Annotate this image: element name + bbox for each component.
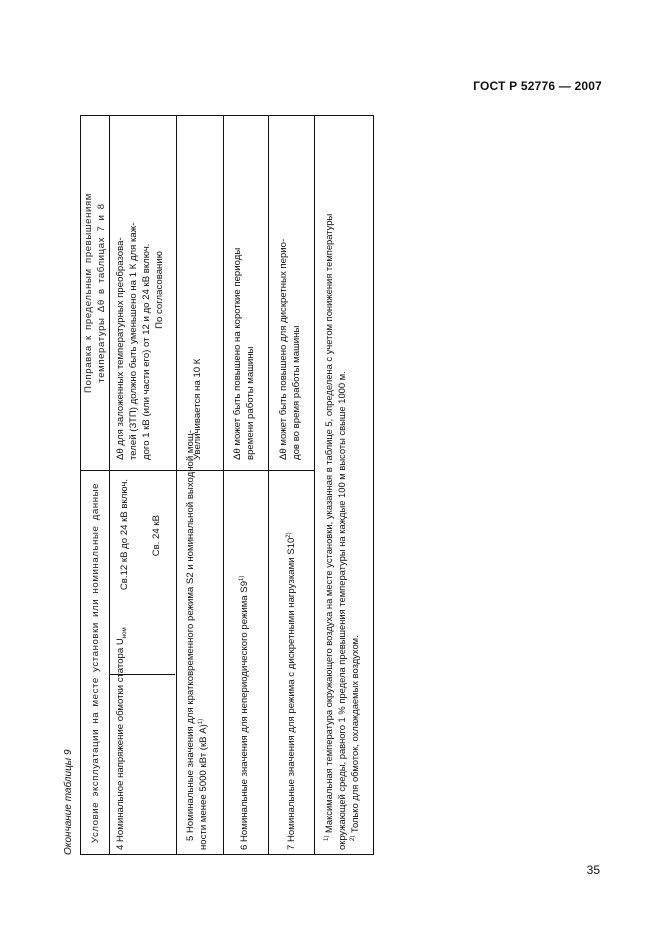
row6-correction-line2: времени работы машины [245,346,256,460]
row6-condition: 6 Номинальные значения для непериодического режима S9$^{1)}$ [238,575,250,850]
table-caption: Окончание таблицы 9 [63,749,74,855]
row4-range1: Св.12 кВ до 24 кВ включ. [119,479,130,591]
row4-correction-line3: дого 1 кВ (или части его) от 12 и до 24 кВ включ. [141,243,152,460]
footnote-2: $^{2)}$ Только для обмоток, охлаждаемых воздухом. [349,635,360,841]
row-divider-7-notes [314,115,315,855]
row-divider-5-6 [223,115,224,855]
footnote-1-line1: $^{1)}$ Максимальная температура окружающего воздуха на месте установки, указанная в таблице 5, определена с учетом понижения температуры [323,213,334,841]
table-border-left [80,854,374,855]
rotated-table-region [60,115,375,855]
column-divider [80,470,314,471]
row4-correction-agreement: По согласованию [154,251,165,329]
row-divider-4-5 [176,115,177,855]
row5-correction: Увеличивается на 10 К [192,358,203,460]
row4-condition: 4 Номинальное напряжение обмотки статора $U_{ном}$ [115,627,128,850]
footnote-1-line2: окружающей среды, равного 1 % предела превышения температуры на каждые 100 м высоты свыше 1000 м. [336,371,347,850]
header-divider [109,115,110,855]
header-correction-line1: Поправка к предельным превышениям [83,193,94,393]
header-correction-line2: температуры Δθ в таблицах 7 и 8 [96,203,107,383]
table-border-top [80,115,81,855]
header-condition: Условие эксплуатации на месте установки или номинальные данные [90,482,101,844]
row-divider-6-7 [268,115,269,855]
page-number: 35 [586,863,600,877]
table-border-right [80,115,374,116]
row6-correction-line1: Δθ может быть повышено на короткие периоды [232,247,243,460]
table-border-bottom [373,115,374,855]
row7-correction-line1: Δθ может быть повышено для дискретных перио- [278,238,289,460]
row4-correction-line1: Δθ для заложенных температурных преобразова- [115,237,126,460]
row5-condition-line2: ности менее 5000 кВт (кВ А)$^{1)}$ [197,718,209,850]
row7-correction-line2: дов во время работы машины [291,325,302,460]
row4-range2: Св. 24 кВ [151,515,162,557]
standard-designation: ГОСТ Р 52776 — 2007 [473,79,602,93]
row5-condition-line1: 5 Номинальные значения для кратковременного режима S2 и номинальной выходной мощ- [185,430,196,841]
row4-correction-line2: телей (ЗТП) должно быть уменьшено на 1 К для каж- [128,222,139,460]
row7-condition: 7 Номинальные значения для режима с дискретными нагрузками S10$^{2)}$ [285,532,297,850]
